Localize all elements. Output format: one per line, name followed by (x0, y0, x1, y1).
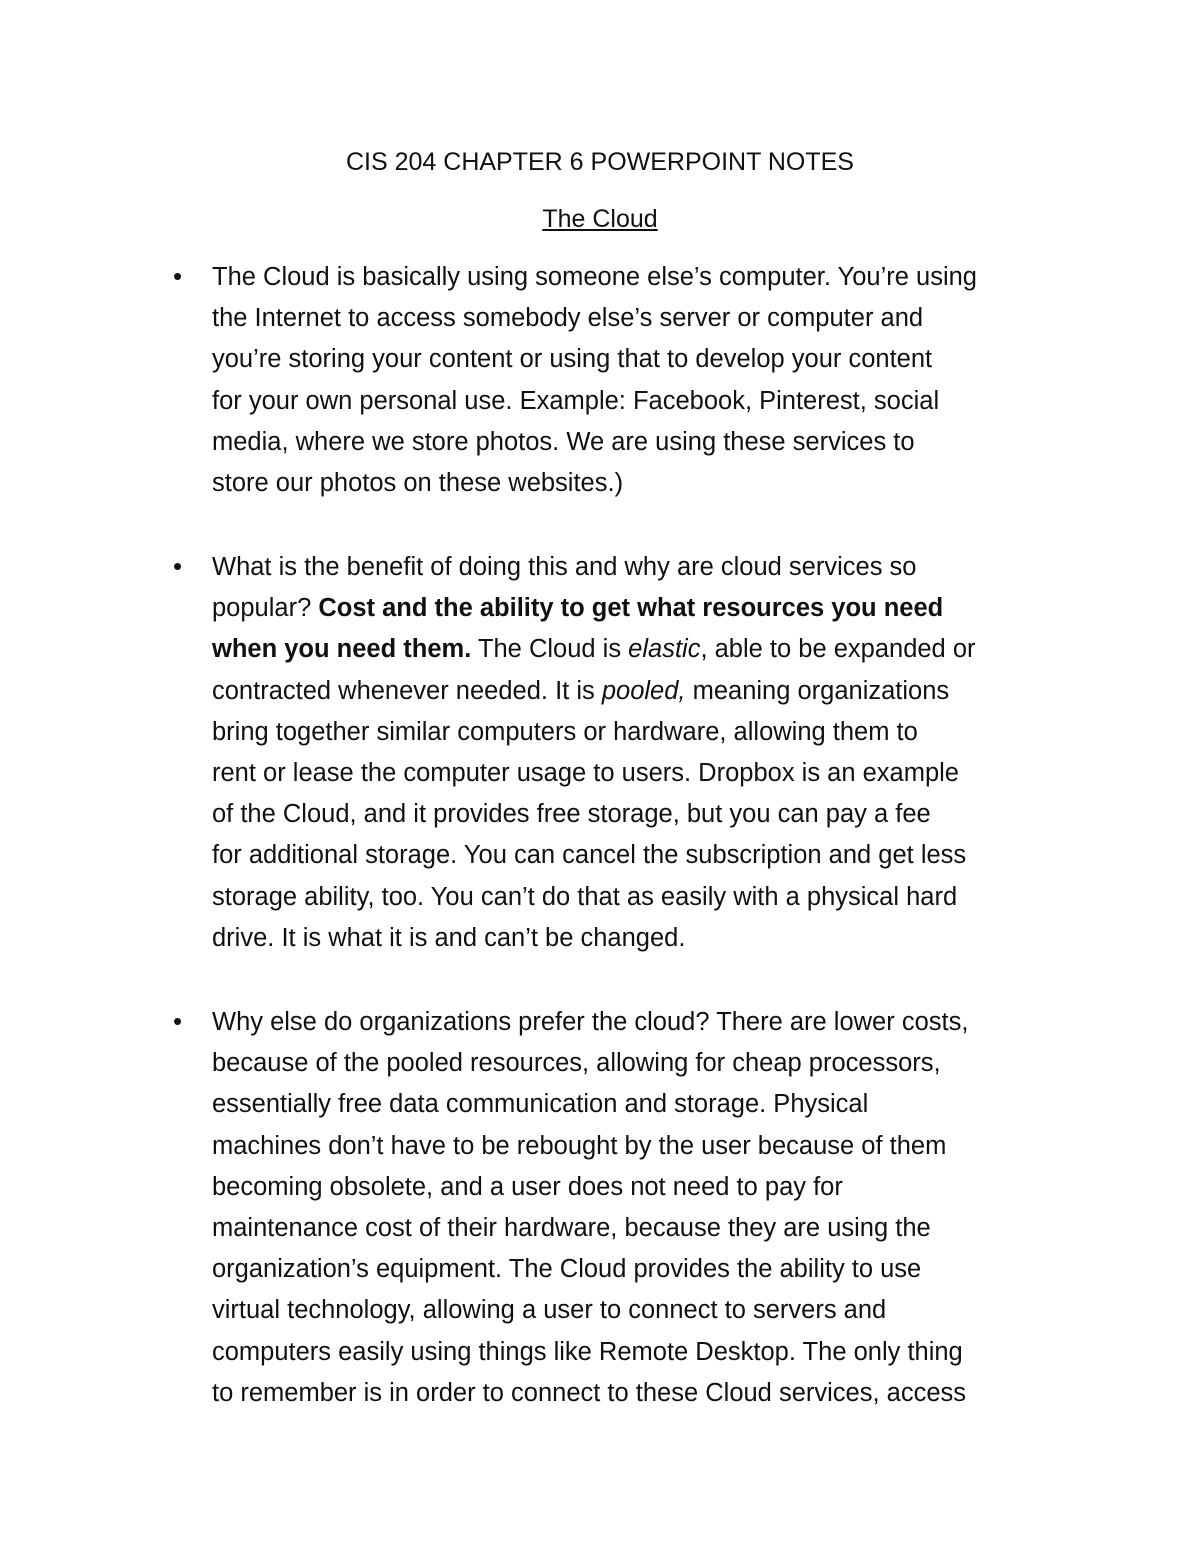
paragraph-line: drive. It is what it is and can’t be changed. (212, 923, 686, 952)
paragraph-line: because of the pooled resources, allowing for cheap processors, (212, 1049, 941, 1078)
paragraph-line: bring together similar computers or hardware, allowing them to (212, 717, 918, 746)
paragraph-line: The Cloud is basically using someone else’s computer. You’re using (212, 263, 977, 291)
paragraph-line: you’re storing your content or using that to develop your content (212, 345, 933, 374)
text-run: , able to be expanded or (700, 635, 976, 664)
paragraph-line (212, 671, 1072, 712)
section-heading: The Cloud (542, 205, 658, 233)
bullet-paragraph-2 (212, 547, 1072, 959)
bullet-icon: • (173, 1006, 183, 1036)
italic-text: pooled, (601, 676, 686, 705)
text-run: popular? (212, 594, 319, 623)
paragraph-line: machines don’t have to be rebought by the user because of them (212, 1131, 947, 1160)
paragraph-line: media, where we store photos. We are using these services to (212, 427, 915, 456)
bullet-icon: • (173, 551, 183, 581)
text-run: contracted whenever needed. It is (212, 676, 602, 705)
bullet-icon: • (173, 261, 183, 291)
paragraph-line: becoming obsolete, and a user does not need to pay for (212, 1172, 843, 1201)
italic-text: elastic (628, 635, 701, 664)
paragraph-line: essentially free data communication and storage. Physical (212, 1090, 869, 1119)
bullet-paragraph-3 (212, 1002, 1072, 1414)
document-title: CIS 204 CHAPTER 6 POWERPOINT NOTES (346, 148, 854, 176)
paragraph-line: rent or lease the computer usage to users. Dropbox is an example (212, 759, 959, 788)
paragraph-line: Why else do organizations prefer the cloud? There are lower costs, (212, 1008, 969, 1036)
paragraph-line: organization’s equipment. The Cloud provides the ability to use (212, 1255, 922, 1284)
paragraph-line: for your own personal use. Example: Facebook, Pinterest, social (212, 386, 940, 415)
text-run: meaning organizations (685, 676, 950, 705)
paragraph-line (212, 588, 1072, 629)
paragraph-line: What is the benefit of doing this and why are cloud services so (212, 553, 917, 581)
text-run: The Cloud is (471, 635, 629, 664)
bold-text: when you need them. (212, 635, 472, 664)
paragraph-line: computers easily using things like Remote Desktop. The only thing (212, 1337, 963, 1366)
paragraph-line: for additional storage. You can cancel the subscription and get less (212, 841, 967, 870)
paragraph-line: maintenance cost of their hardware, because they are using the (212, 1214, 931, 1243)
paragraph-line: to remember is in order to connect to these Cloud services, access (212, 1378, 967, 1407)
paragraph-line: storage ability, too. You can’t do that as easily with a physical hard (212, 882, 958, 911)
paragraph-line: virtual technology, allowing a user to connect to servers and (212, 1296, 887, 1325)
paragraph-line: of the Cloud, and it provides free storage, but you can pay a fee (212, 800, 931, 829)
bullet-paragraph-1 (212, 257, 1072, 504)
paragraph-line: the Internet to access somebody else’s server or computer and (212, 304, 924, 333)
paragraph-line (212, 629, 1072, 670)
bold-text: Cost and the ability to get what resources you need (318, 594, 944, 623)
paragraph-line: store our photos on these websites.) (212, 469, 624, 498)
